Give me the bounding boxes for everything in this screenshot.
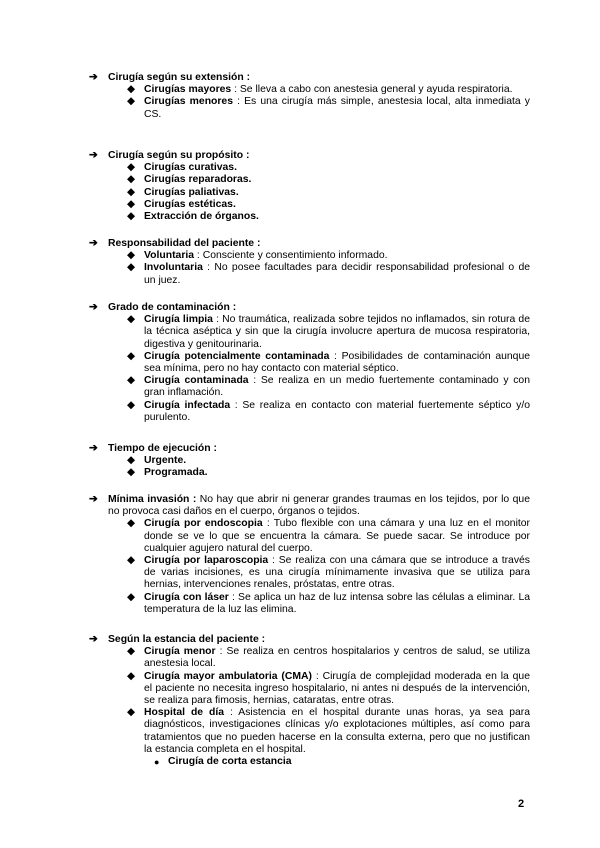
diamond-bullet-icon: ◆ [127,197,136,210]
diamond-bullet-icon: ◆ [127,210,136,223]
bullet-list [86,84,530,121]
diamond-bullet-icon: ◆ [127,466,136,479]
list-item: ◆ Involuntaria : No posee facultades para decidir responsabilidad profesional o de un juez. [127,261,530,286]
bullet-list [86,314,530,424]
list-item: ◆ Cirugías reparadoras. [127,173,252,186]
section-extension [86,72,530,121]
list-item: ◆ Hospital de día : Asistencia en el hospital durante unas horas, ya sea para diagnósticos, investigaciones clínicas y/o explotaciones múltiples, así como para tratamientos que no pueden hacerse en la consulta externa, pero que no justifican la estancia completa en el hospital. ● Cirugía de corta estancia [127,706,530,768]
section-responsibility [86,238,530,287]
arrow-icon: ➔ [89,72,98,83]
list-item: ◆ Cirugía infectada : Se realiza en contacto con material fuertemente séptico y/o purulento. [127,398,530,423]
arrow-icon: ➔ [89,494,98,505]
diamond-bullet-icon: ◆ [127,95,136,108]
diamond-bullet-icon: ◆ [127,645,136,658]
list-item: ◆ Cirugía potencialmente contaminada : Posibilidades de contaminación aunque sea mínima, pero no hay contacto con material séptico. [127,349,531,375]
diamond-bullet-icon: ◆ [127,590,136,603]
arrow-icon: ➔ [89,634,98,645]
diamond-bullet-icon: ◆ [127,249,136,262]
dot-bullet-icon: ● [154,757,160,768]
section-heading: ➔ Según la estancia del paciente : [89,634,266,645]
list-item: ◆ Cirugías curativas. [127,161,237,174]
diamond-bullet-icon: ◆ [127,173,136,186]
arrow-icon: ➔ [89,150,98,161]
bullet-list [86,455,530,479]
list-item: ◆ Voluntaria : Consciente y consentimiento informado. [127,249,388,262]
bullet-list [86,250,530,287]
sub-list-item: ● Cirugía de corta estancia [154,756,292,768]
diamond-bullet-icon: ◆ [127,374,136,387]
bullet-list [86,162,530,223]
diamond-bullet-icon: ◆ [127,669,136,682]
list-item: ◆ Cirugía por laparoscopia : Se realiza con una cámara que se introduce a través de varias incisiones, es una cirugía mínimamente invasiva que se utiliza para hernias, intervenciones renales, próstatas, entre otras. [127,554,531,591]
diamond-bullet-icon: ◆ [127,517,136,530]
diamond-bullet-icon: ◆ [127,261,136,274]
diamond-bullet-icon: ◆ [127,185,136,198]
list-item: ◆ Urgente. [127,454,187,467]
section-heading: ➔ Responsabilidad del paciente : [89,238,261,249]
section-heading: ➔ Cirugía según su propósito : [89,150,250,161]
section-heading: ➔ Tiempo de ejecución : [89,443,217,454]
diamond-bullet-icon: ◆ [127,313,136,326]
list-item: ◆ Cirugía por endoscopia : Tubo flexible con una cámara y una luz en el monitor donde se ve lo que se encuentra la cámara. Se puede sacar. Se introduce por cualquier agujero natural del cuerpo. [127,517,531,554]
arrow-icon: ➔ [89,302,98,313]
bullet-list [86,518,530,616]
diamond-bullet-icon: ◆ [127,554,136,567]
list-item: ◆ Cirugías paliativas. [127,185,239,198]
page-number: 2 [518,798,525,810]
list-item: ◆ Programada. [127,466,208,479]
list-item: ◆ Cirugía con láser : Se aplica un haz de luz intensa sobre las células a eliminar. La temperatura de la luz las elimina. [127,590,530,615]
list-item: ◆ Cirugías estéticas. [127,197,236,210]
section-contamination [86,302,530,424]
section-purpose [86,150,530,223]
list-item: ◆ Cirugía menor : Se realiza en centros hospitalarios y centros de salud, se utiliza anestesia local. [127,645,530,670]
list-item: ◆ Cirugía mayor ambulatoria (CMA) : Cirugía de complejidad moderada en la que el paciente no necesita ingreso hospitalario, ni antes ni después de la intervención, se realiza para fimosis, hernias, cataratas, entre otras. [127,669,530,707]
list-item: ◆ Cirugías menores : Es una cirugía más simple, anestesia local, alta inmediata y CS. [127,95,530,120]
section-heading: ➔ Grado de contaminación : [89,302,237,313]
section-execution-time [86,443,530,480]
list-item: ◆ Extracción de órganos. [127,210,259,223]
arrow-icon: ➔ [89,443,98,454]
list-item: ◆ Cirugías mayores : Se lleva a cabo con anestesia general y ayuda respiratoria. [127,83,513,96]
diamond-bullet-icon: ◆ [127,161,136,174]
section-heading: ➔ Mínima invasión : No hay que abrir ni generar grandes traumas en los tejidos, por lo que no provoca casi daños en el cuerpo, órganos o tejidos. [89,494,530,518]
list-item: ◆ Cirugía contaminada : Se realiza en un medio fuertemente contaminado y con gran inflamación. [127,374,530,399]
diamond-bullet-icon: ◆ [127,454,136,467]
arrow-icon: ➔ [89,238,98,249]
section-patient-stay [86,634,530,768]
diamond-bullet-icon: ◆ [127,706,136,719]
section-minimal-invasion [86,494,530,616]
list-item: ◆ Cirugía limpia : No traumática, realizada sobre tejidos no inflamados, sin rotura de la técnica aséptica y sin que la cirugía involucre apertura de mucosa respiratoria, digestiva y genitourinaria. [127,313,530,350]
diamond-bullet-icon: ◆ [127,349,136,362]
diamond-bullet-icon: ◆ [127,83,136,96]
bullet-list [86,646,530,768]
sub-bullet-list [144,756,530,768]
section-heading: ➔ Cirugía según su extensión : [89,72,251,83]
diamond-bullet-icon: ◆ [127,398,136,411]
